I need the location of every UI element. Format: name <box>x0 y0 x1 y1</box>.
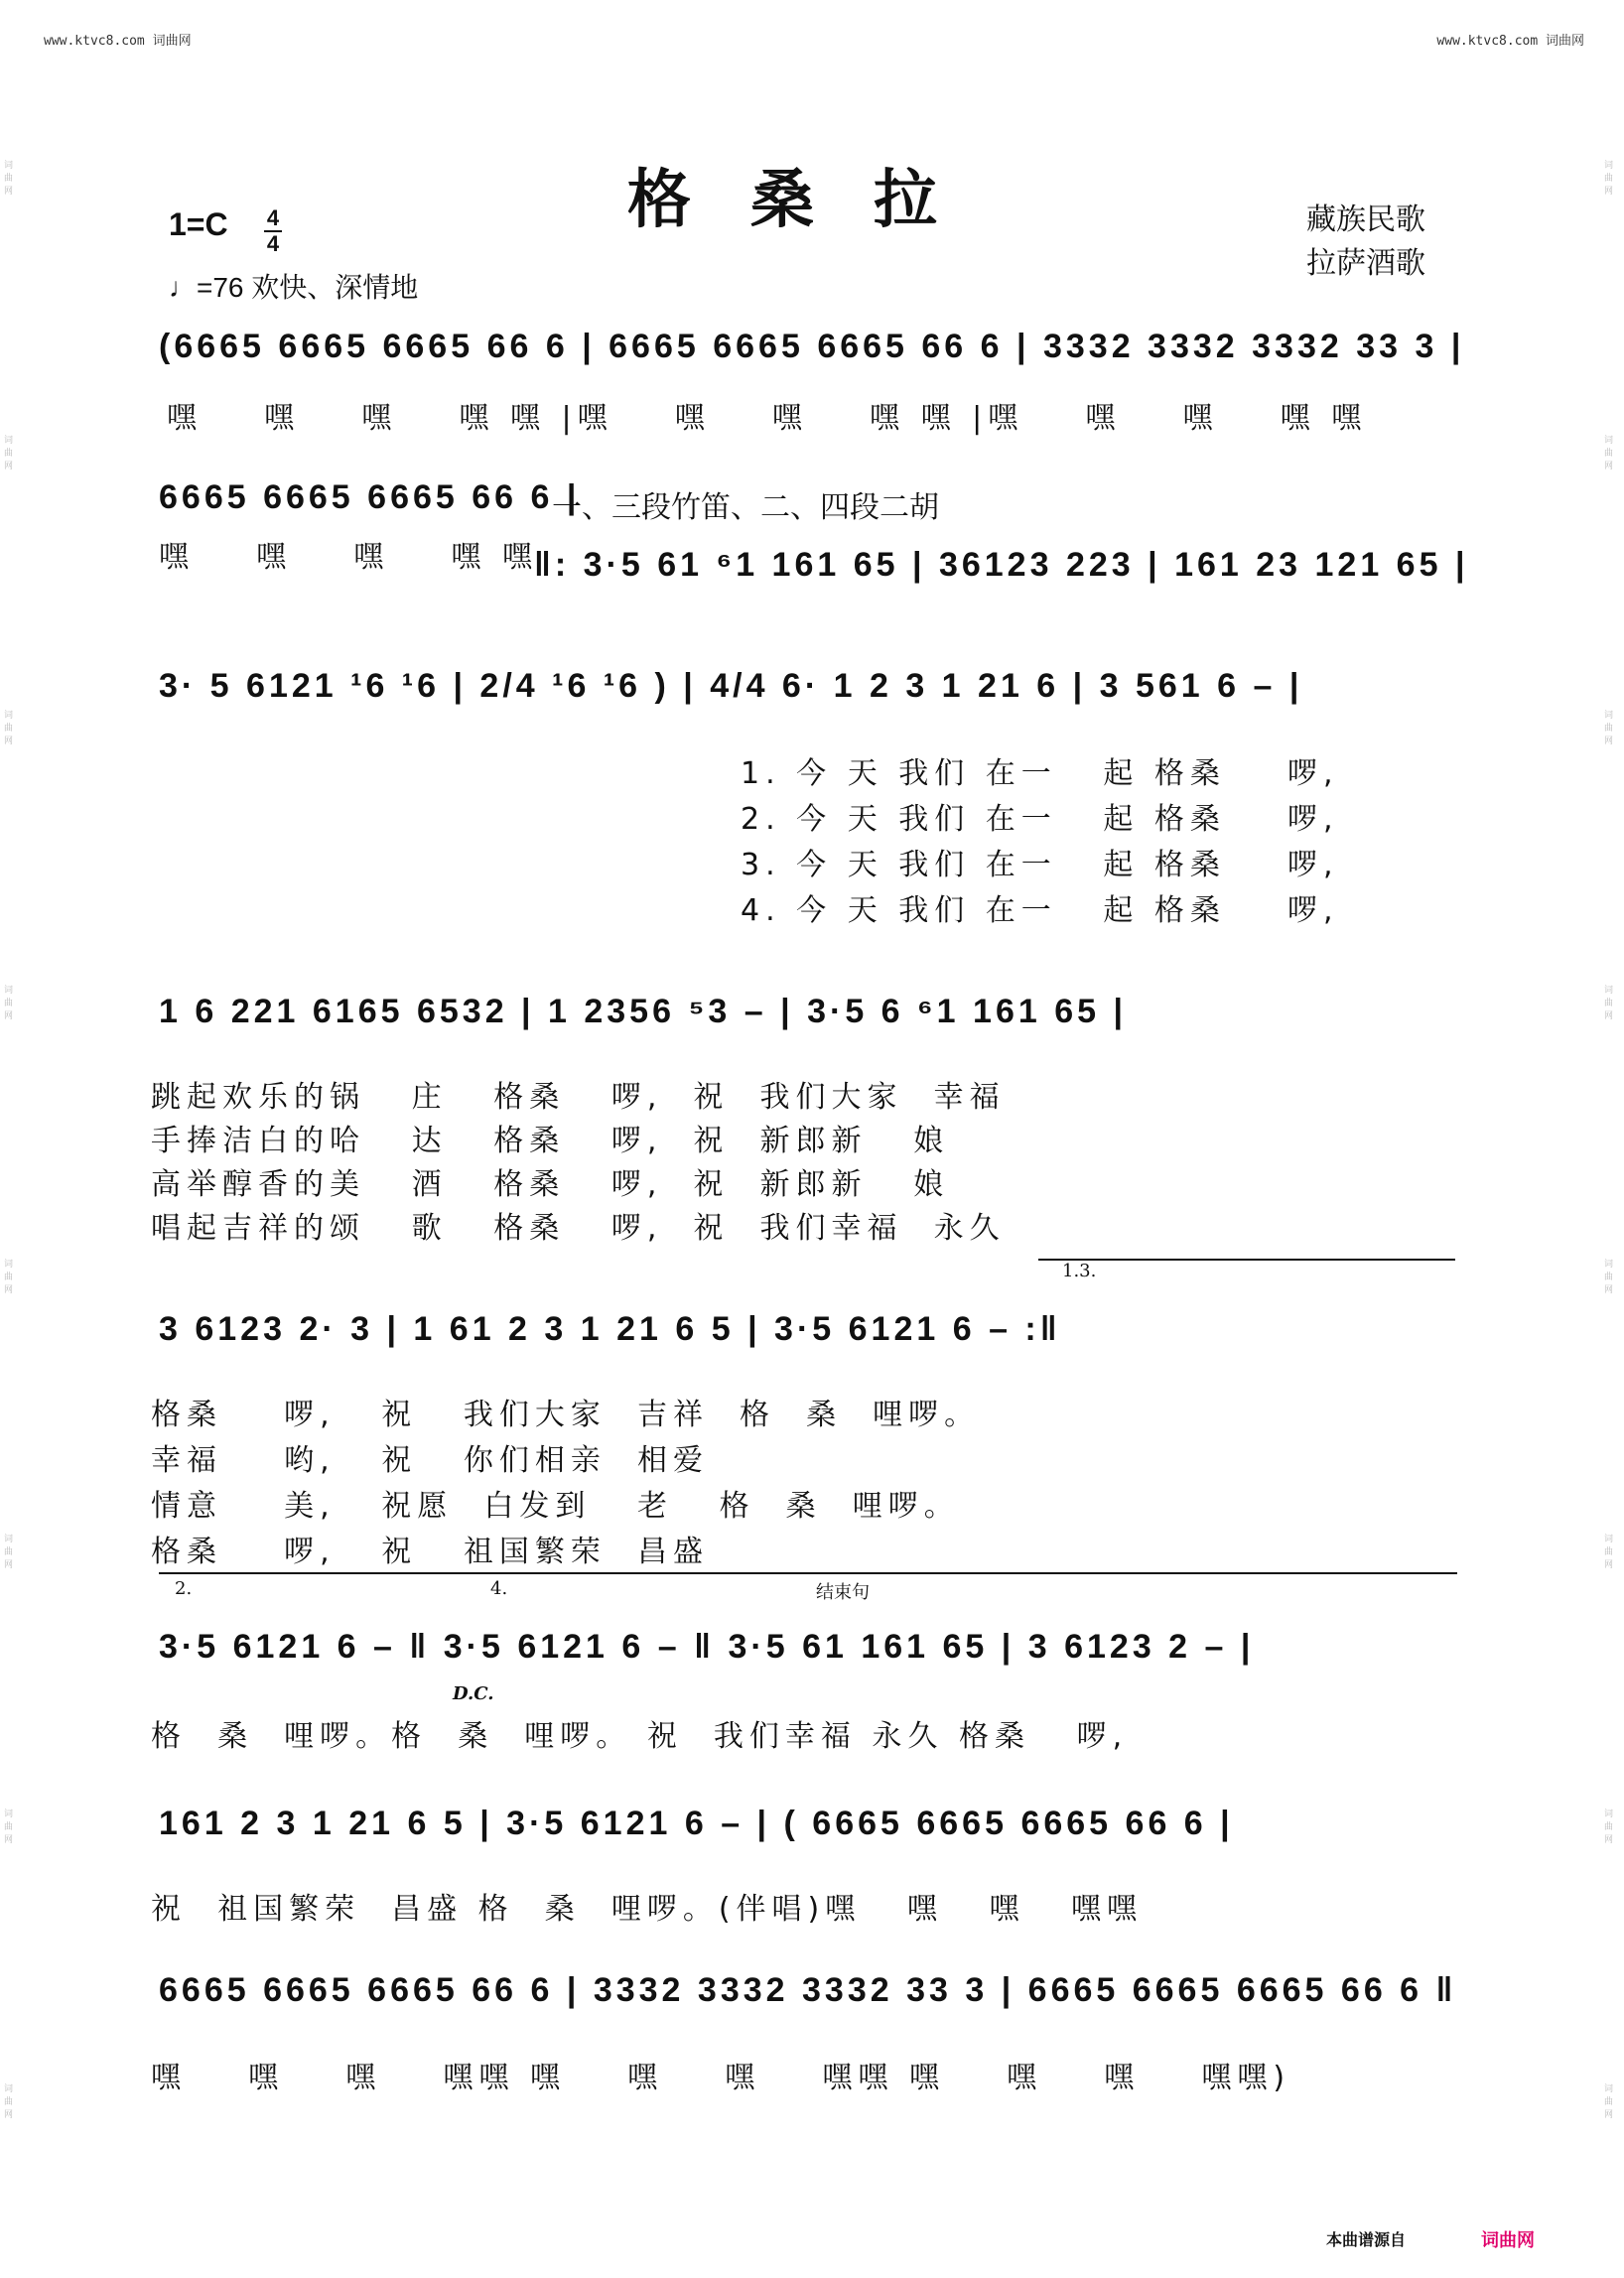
edge-text: 词曲网 <box>4 160 14 197</box>
edge-text: 词曲网 <box>4 1535 14 1571</box>
volta-second: 2. <box>175 1578 193 1599</box>
lyric-verse-3a: 高举醇香的美 酒 格桑 啰, 祝 新郎新 娘 <box>151 1167 950 1202</box>
edge-text: 词曲网 <box>1604 1809 1614 1846</box>
lyric-verse-3b: 情意 美, 祝愿 白发到 老 格 桑 哩啰。 <box>151 1489 960 1524</box>
lyric-line-1: 嘿 嘿 嘿 嘿 嘿 |嘿 嘿 嘿 嘿 嘿 |嘿 嘿 嘿 嘿 嘿 <box>167 401 1368 436</box>
notation-line-4: 3· 5 6121 ¹6 ¹6 | 2/4 ¹6 ¹6 ) | 4/4 6· 1 2 3 1 21 6 | 3 561 6 – | <box>159 667 1303 705</box>
site-watermark-left: www.ktvc8.com 词曲网 <box>44 34 192 49</box>
lyric-intro-4: 4. 今 天 我们 在一 起 格桑 啰, <box>741 893 1339 928</box>
lyric-intro-1: 1. 今 天 我们 在一 起 格桑 啰, <box>741 756 1339 791</box>
notation-line-6: 3 6123 2· 3 | 1 61 2 3 1 21 6 5 | 3·5 6121 6 – :‖ <box>159 1310 1061 1348</box>
lyric-verse-1b: 格桑 啰, 祝 我们大家 吉祥 格 桑 哩啰。 <box>151 1398 981 1432</box>
site-watermark-right: www.ktvc8.com 词曲网 <box>1436 34 1584 49</box>
lyric-line-8: 祝 祖国繁荣 昌盛 格 桑 哩啰。(伴唱)嘿 嘿 嘿 嘿嘿 <box>151 1892 1144 1927</box>
lyric-verse-1a: 跳起欢乐的锅 庄 格桑 啰, 祝 我们大家 幸福 <box>151 1080 1006 1115</box>
notation-line-7: 3·5 6121 6 – ‖ 3·5 6121 6 – ‖ 3·5 61 161 65 | 3 6123 2 – | <box>159 1628 1255 1666</box>
notation-line-2: 6665 6665 6665 66 6 | <box>159 478 581 516</box>
edge-text: 词曲网 <box>1604 710 1614 746</box>
song-origin <box>1306 199 1425 286</box>
lyric-verse-4a: 唱起吉祥的颂 歌 格桑 啰, 祝 我们幸福 永久 <box>151 1211 1006 1246</box>
lyric-line-2: 嘿 嘿 嘿 嘿 嘿 <box>159 540 538 575</box>
right-edge-strip <box>1604 40 1620 2238</box>
edge-text: 词曲网 <box>4 435 14 471</box>
lyric-intro-2: 2. 今 天 我们 在一 起 格桑 啰, <box>741 802 1339 837</box>
notation-line-3: ‖: 3·5 61 ⁶1 161 65 | 36123 223 | 161 23 121 65 | <box>534 546 1469 584</box>
key-signature: 1=C <box>169 206 228 242</box>
notation-line-8: 161 2 3 1 21 6 5 | 3·5 6121 6 – | ( 6665 6665 6665 66 6 | <box>159 1805 1234 1842</box>
origin-line: 拉萨酒歌 <box>1306 247 1425 280</box>
left-edge-strip <box>4 40 20 2238</box>
footer-source: 本曲谱源自 <box>1325 2230 1406 2249</box>
lyric-line-7: 格 桑 哩啰。格 桑 哩啰。 祝 我们幸福 永久 格桑 啰, <box>151 1719 1129 1754</box>
lyric-line-9: 嘿 嘿 嘿 嘿嘿 嘿 嘿 嘿 嘿嘿 嘿 嘿 嘿 嘿嘿) <box>151 2061 1291 2095</box>
edge-text: 词曲网 <box>4 1809 14 1846</box>
dc-marking: D.C. <box>453 1683 494 1704</box>
edge-text: 词曲网 <box>1604 985 1614 1021</box>
origin-line: 藏族民歌 <box>1306 203 1425 236</box>
edge-text: 词曲网 <box>1604 1260 1614 1296</box>
edge-text: 词曲网 <box>1604 1535 1614 1571</box>
volta-first: 1.3. <box>1062 1261 1097 1281</box>
footer-brand-logo: 词曲网 <box>1481 2230 1535 2251</box>
instrument-note: 一、三段竹笛、二、四段二胡 <box>552 491 939 524</box>
meter-bottom: 4 <box>266 231 280 256</box>
edge-text: 词曲网 <box>4 710 14 746</box>
lyric-verse-2a: 手捧洁白的哈 达 格桑 啰, 祝 新郎新 娘 <box>151 1124 950 1158</box>
lyric-verse-4b: 格桑 啰, 祝 祖国繁荣 昌盛 <box>151 1535 709 1569</box>
edge-text: 词曲网 <box>4 1260 14 1296</box>
lyric-intro-3: 3. 今 天 我们 在一 起 格桑 啰, <box>741 848 1339 882</box>
meter-top: 4 <box>266 205 280 230</box>
edge-text: 词曲网 <box>1604 160 1614 197</box>
notation-line-5: 1 6 221 6165 6532 | 1 2356 ⁵3 – | 3·5 6 ⁶1 161 65 | <box>159 993 1127 1030</box>
edge-text: 词曲网 <box>1604 435 1614 471</box>
edge-text: 词曲网 <box>1604 2084 1614 2121</box>
notation-line-9: 6665 6665 6665 66 6 | 3332 3332 3332 33 3 | 6665 6665 6665 66 6 ‖ <box>159 1971 1457 2009</box>
song-title: 格桑拉 <box>627 163 997 237</box>
notation-line-1: (6665 6665 6665 66 6 | 6665 6665 6665 66 6 | 3332 3332 3332 33 3 | <box>159 328 1465 365</box>
edge-text: 词曲网 <box>4 985 14 1021</box>
lyric-verse-2b: 幸福 哟, 祝 你们相亲 相爱 <box>151 1443 709 1478</box>
edge-text: 词曲网 <box>4 2084 14 2121</box>
ending-phrase-label: 结束句 <box>816 1582 870 1603</box>
tempo-marking: ♩=76 欢快、深情地 <box>169 272 419 303</box>
volta-fourth: 4. <box>490 1578 508 1599</box>
time-signature <box>264 206 282 256</box>
